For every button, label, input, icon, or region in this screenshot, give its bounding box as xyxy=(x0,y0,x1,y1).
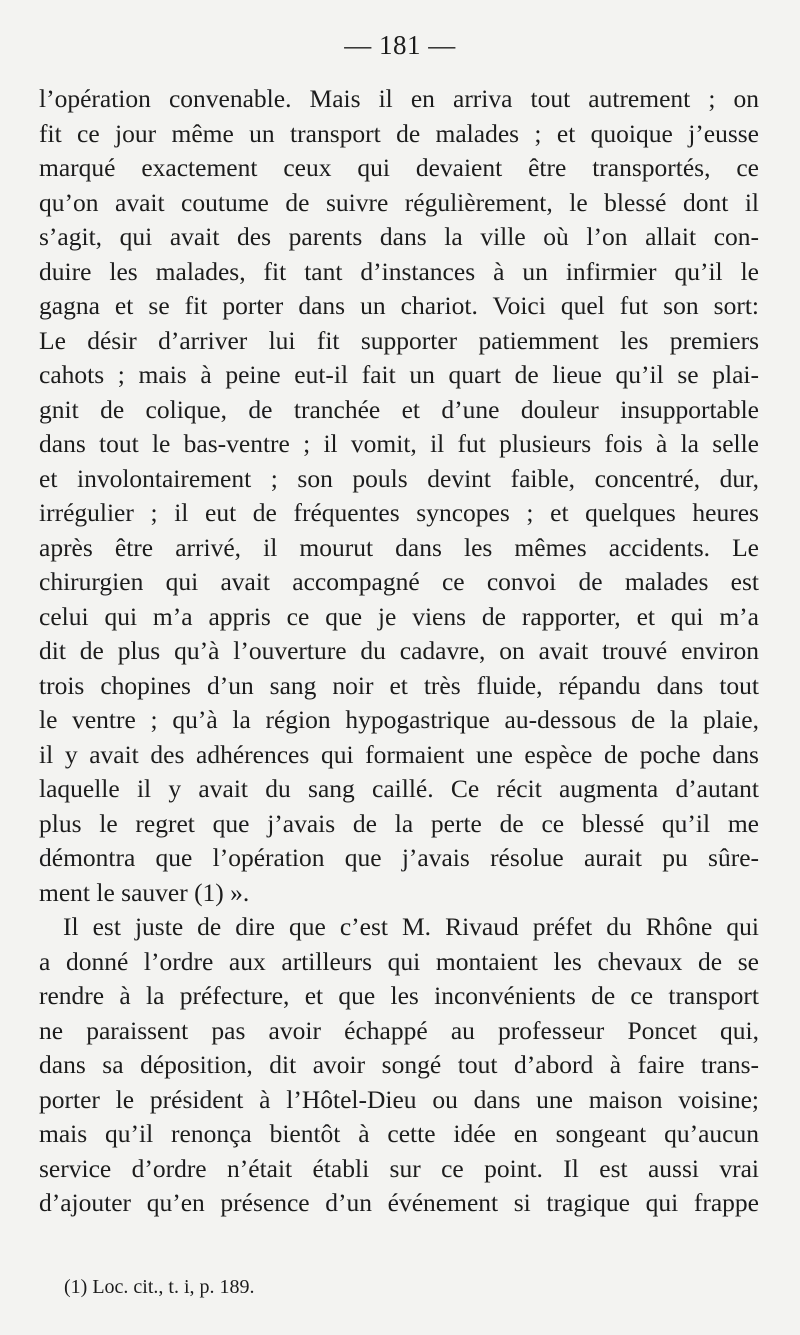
text-line: ment le sauver (1) ». xyxy=(39,877,250,907)
text-line: gnit de colique, de tranchée et d’une douleur insupportable xyxy=(39,394,759,424)
text-line: plus le regret que j’avais de la perte de ce blessé qu’il me xyxy=(39,808,759,838)
text-line: fit ce jour même un transport de malades ; et quoique j’eusse xyxy=(39,118,759,148)
text-line: rendre à la préfecture, et que les inconvénients de ce transport xyxy=(39,981,759,1010)
text-line: Il est juste de dire que c’est M. Rivaud préfet du Rhône qui xyxy=(63,912,759,941)
text-line: marqué exactement ceux qui devaient être transportés, ce xyxy=(39,153,759,182)
text-line: celui qui m’a appris ce que je viens de rapporter, et qui m’a xyxy=(39,601,759,631)
text-line: dans sa déposition, dit avoir songé tout d’abord à faire trans- xyxy=(39,1050,759,1079)
footnote: (1) Loc. cit., t. i, p. 189. xyxy=(64,1276,255,1298)
text-line: service d’ordre n’était établi sur ce point. Il est aussi vrai xyxy=(39,1153,759,1183)
text-line: a donné l’ordre aux artilleurs qui montaient les chevaux de se xyxy=(39,946,759,976)
text-line: qu’on avait coutume de suivre régulièrement, le blessé dont il xyxy=(39,187,759,217)
text-line: après être arrivé, il mourut dans les mêmes accidents. Le xyxy=(39,532,759,562)
text-line: irrégulier ; il eut de fréquentes syncopes ; et quelques heures xyxy=(39,498,759,527)
text-line: dit de plus qu’à l’ouverture du cadavre, on avait trouvé environ xyxy=(39,636,759,665)
text-line: chirurgien qui avait accompagné ce convoi de malades est xyxy=(39,567,759,596)
text-line: d’ajouter qu’en présence d’un événement si tragique qui frappe xyxy=(39,1188,759,1217)
text-line: s’agit, qui avait des parents dans la ville où l’on allait con- xyxy=(39,222,759,251)
text-line: le ventre ; qu’à la région hypogastrique au-dessous de la plaie, xyxy=(39,705,759,734)
text-line: dans tout le bas-ventre ; il vomit, il fut plusieurs fois à la selle xyxy=(39,429,759,458)
page-number-header: — 181 — xyxy=(344,30,456,60)
text-line: porter le président à l’Hôtel-Dieu ou dans une maison voisine; xyxy=(39,1084,759,1114)
text-line: mais qu’il renonça bientôt à cette idée en songeant qu’aucun xyxy=(39,1119,759,1148)
text-line: duire les malades, fit tant d’instances à un infirmier qu’il le xyxy=(39,256,759,286)
text-line: démontra que l’opération que j’avais résolue aurait pu sûre- xyxy=(39,843,759,872)
text-line: gagna et se fit porter dans un chariot. Voici quel fut son sort: xyxy=(39,291,759,320)
text-line: l’opération convenable. Mais il en arriva tout autrement ; on xyxy=(39,84,759,113)
text-line: Le désir d’arriver lui fit supporter patiemment les premiers xyxy=(39,325,759,355)
text-line: et involontairement ; son pouls devint faible, concentré, dur, xyxy=(39,463,759,493)
text-line: il y avait des adhérences qui formaient une espèce de poche dans xyxy=(39,739,759,769)
text-line: cahots ; mais à peine eut-il fait un quart de lieue qu’il se plai- xyxy=(39,360,759,389)
body-text xyxy=(39,82,759,1221)
text-line: ne paraissent pas avoir échappé au professeur Poncet qui, xyxy=(39,1015,759,1045)
text-line: laquelle il y avait du sang caillé. Ce récit augmenta d’autant xyxy=(39,774,759,803)
text-line: trois chopines d’un sang noir et très fluide, répandu dans tout xyxy=(39,670,759,700)
